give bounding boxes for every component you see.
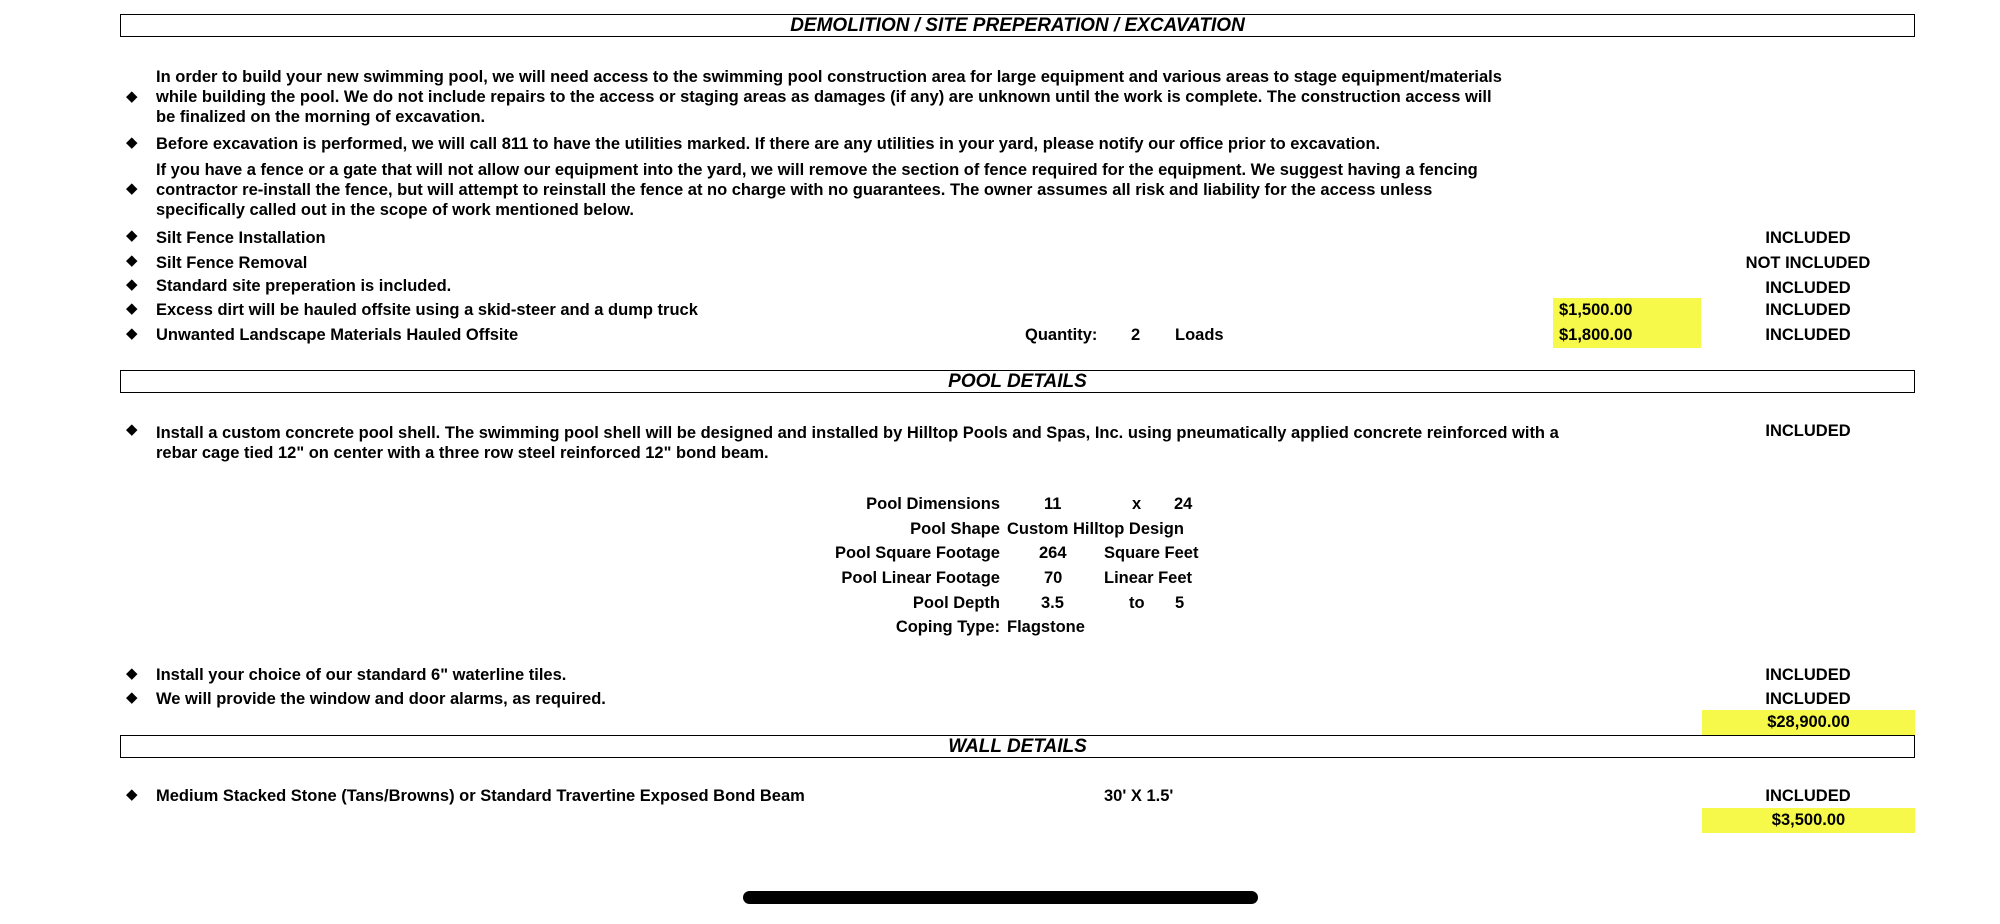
bullet-icon: ◆ (126, 421, 138, 438)
stone-label: Medium Stacked Stone (Tans/Browns) or Standard Travertine Exposed Bond Beam (156, 787, 805, 805)
pool-depth-a: 3.5 (1041, 594, 1064, 612)
pool-dimensions-label: Pool Dimensions (866, 495, 1000, 513)
dirt-status: INCLUDED (1765, 301, 1851, 319)
fence-text-line-2: contractor re-install the fence, but will attempt to reinstall the fence at no charge with no guarantees. The owner assumes all risk and liability for the access unless (156, 181, 1433, 199)
pool-square-value: 264 (1039, 544, 1067, 562)
stone-size: 30' X 1.5' (1104, 787, 1174, 805)
section-title: POOL DETAILS (948, 370, 1087, 392)
bullet-icon: ◆ (126, 276, 138, 293)
pool-dimensions-b: 24 (1174, 495, 1193, 513)
section-title: DEMOLITION / SITE PREPERATION / EXCAVATION (790, 14, 1245, 36)
pool-depth-label: Pool Depth (912, 594, 1000, 612)
bullet-icon: ◆ (126, 665, 138, 682)
section-title: WALL DETAILS (948, 735, 1087, 757)
landscape-status: INCLUDED (1765, 326, 1851, 344)
wall-total-price: $3,500.00 (1702, 808, 1915, 833)
pool-dimensions-sep: x (1132, 495, 1142, 513)
pool-square-unit: Square Feet (1104, 544, 1199, 562)
pool-dimensions-a: 11 (1044, 495, 1062, 513)
home-indicator[interactable] (743, 891, 1258, 904)
pool-shape-label: Pool Shape (910, 520, 1000, 538)
site-prep-label: Standard site preperation is included. (156, 277, 452, 295)
quantity-unit: Loads (1175, 326, 1224, 344)
bullet-icon: ◆ (126, 786, 138, 803)
pool-linear-unit: Linear Feet (1104, 569, 1193, 587)
pool-section-header (120, 370, 1915, 393)
utilities-text: Before excavation is performed, we will call 811 to have the utilities marked. If there are any utilities in your yard, please notify our office prior to excavation. (156, 135, 1381, 153)
pool-depth-b: 5 (1175, 594, 1185, 612)
silt-removal-status: NOT INCLUDED (1745, 254, 1871, 272)
quantity-value: 2 (1131, 326, 1141, 344)
demolition-section-header (120, 14, 1915, 37)
bullet-icon: ◆ (126, 134, 138, 151)
dirt-label: Excess dirt will be hauled offsite using a skid-steer and a dump truck (156, 301, 698, 319)
fence-text-line-3: specifically called out in the scope of work mentioned below. (156, 201, 634, 219)
alarms-status: INCLUDED (1765, 690, 1851, 708)
coping-type-value: Flagstone (1007, 618, 1085, 636)
silt-install-label: Silt Fence Installation (156, 229, 326, 247)
shell-status: INCLUDED (1765, 422, 1851, 440)
pool-depth-sep: to (1129, 594, 1145, 612)
site-prep-status: INCLUDED (1765, 279, 1851, 297)
silt-removal-label: Silt Fence Removal (156, 254, 308, 272)
bullet-icon: ◆ (126, 227, 138, 244)
alarms-label: We will provide the window and door alarms, as required. (156, 690, 606, 708)
bullet-icon: ◆ (126, 88, 138, 105)
pool-total-price: $28,900.00 (1702, 710, 1915, 735)
bullet-icon: ◆ (126, 180, 138, 197)
pool-shape-value: Custom Hilltop Design (1007, 520, 1184, 538)
landscape-price: $1,800.00 (1553, 323, 1701, 348)
tiles-label: Install your choice of our standard 6" waterline tiles. (156, 666, 567, 684)
pool-square-label: Pool Square Footage (834, 544, 1000, 562)
bullet-icon: ◆ (126, 300, 138, 317)
bullet-icon: ◆ (126, 252, 138, 269)
access-text-line-2: while building the pool. We do not include repairs to the access or staging areas as damages (if any) are unknown until the work is complete. The construction access will (156, 88, 1492, 106)
bullet-icon: ◆ (126, 689, 138, 706)
shell-text-line-2: rebar cage tied 12" on center with a three row steel reinforced 12" bond beam. (156, 444, 769, 462)
landscape-label: Unwanted Landscape Materials Hauled Offsite (156, 326, 519, 344)
shell-text-line-1: Install a custom concrete pool shell. The swimming pool shell will be designed and installed by Hilltop Pools and Spas, Inc. using pneumatically applied concrete reinforced with a (156, 424, 1559, 442)
access-text-line-1: In order to build your new swimming pool, we will need access to the swimming pool construction area for large equipment and various areas to stage equipment/materials (156, 68, 1502, 86)
stone-status: INCLUDED (1765, 787, 1851, 805)
tiles-status: INCLUDED (1765, 666, 1851, 684)
coping-type-label: Coping Type: (895, 618, 1000, 636)
pool-linear-value: 70 (1044, 569, 1063, 587)
fence-text-line-1: If you have a fence or a gate that will not allow our equipment into the yard, we will remove the section of fence required for the equipment. We suggest having a fencing (156, 161, 1478, 179)
pool-linear-label: Pool Linear Footage (841, 569, 1000, 587)
silt-install-status: INCLUDED (1765, 229, 1851, 247)
bullet-icon: ◆ (126, 325, 138, 342)
access-text-line-3: be finalized on the morning of excavation. (156, 108, 486, 126)
wall-section-header (120, 735, 1915, 758)
dirt-price: $1,500.00 (1553, 298, 1701, 323)
quantity-label: Quantity: (1025, 326, 1098, 344)
